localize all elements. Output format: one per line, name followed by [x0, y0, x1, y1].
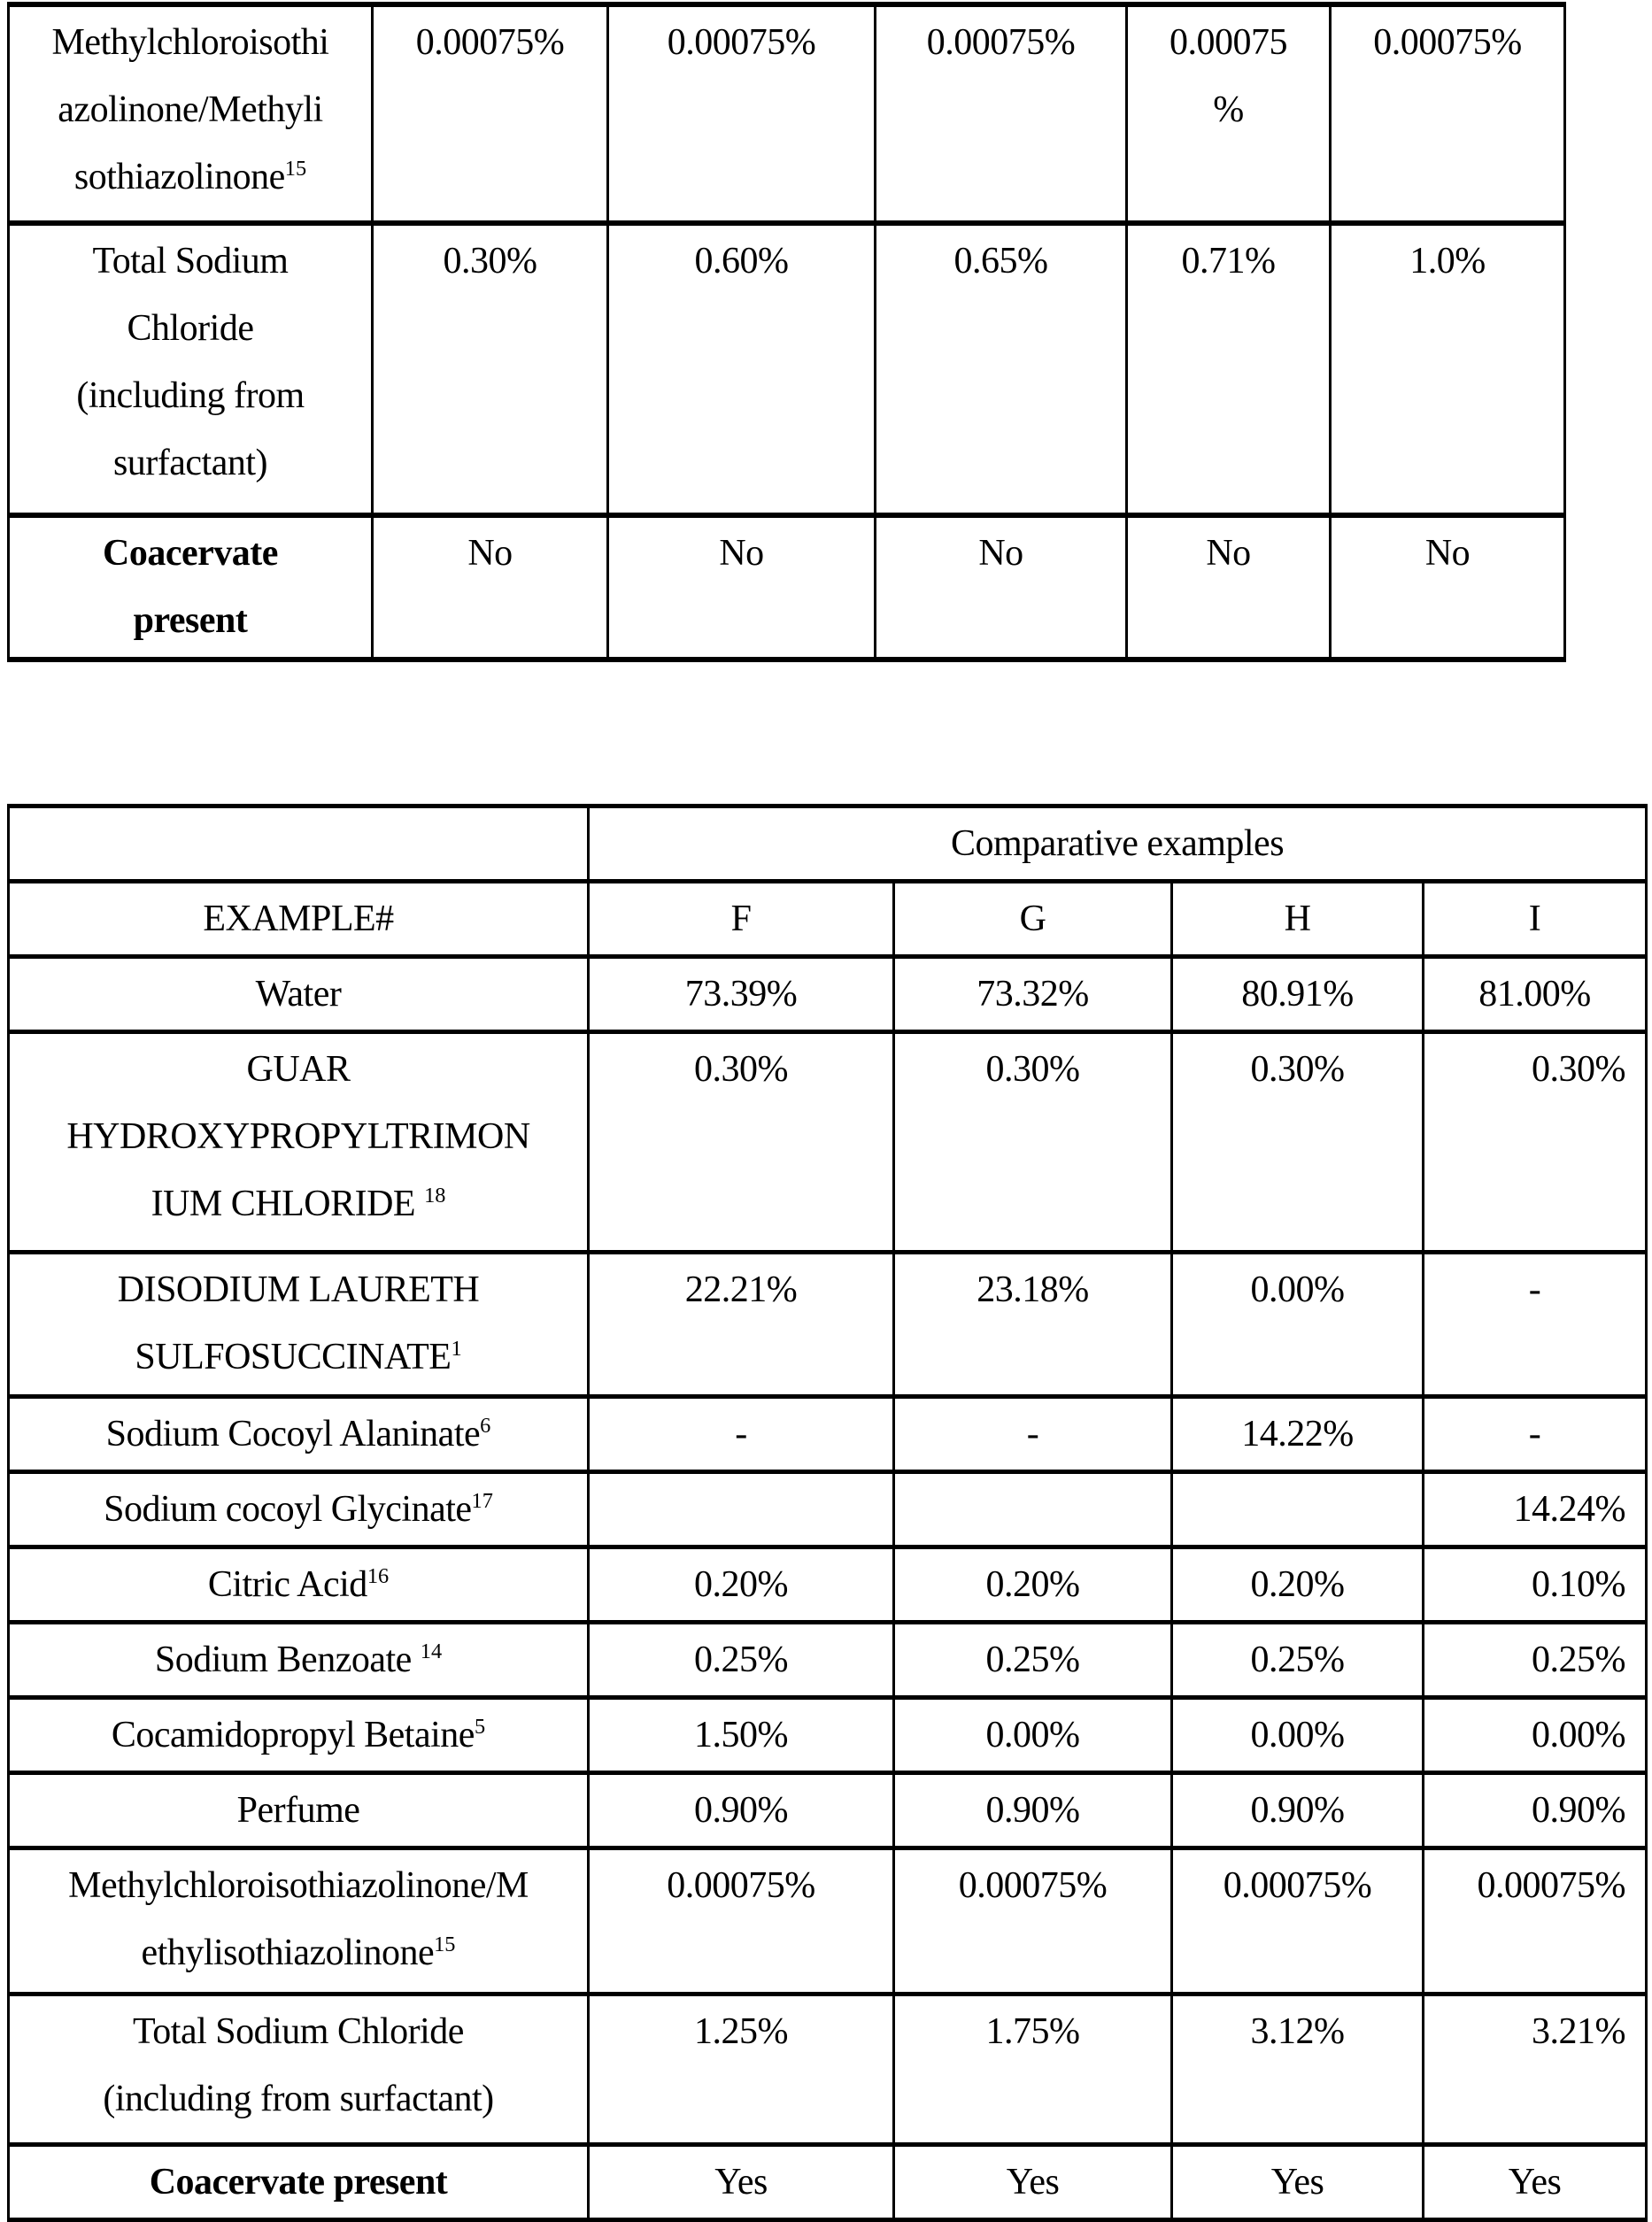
value-cell: 81.00%	[1424, 957, 1647, 1032]
row-label: Coacervate present	[9, 2145, 589, 2220]
row-label: DISODIUM LAURETH SULFOSUCCINATE$^1$	[9, 1253, 589, 1397]
table-row	[9, 2145, 1647, 2220]
value-cell: No	[373, 515, 608, 660]
value-cell: 0.60%	[608, 223, 876, 515]
value-cell	[589, 1472, 894, 1547]
value-cell: 0.00%	[1424, 1698, 1647, 1773]
table-row	[9, 4, 1565, 223]
value-cell: 0.90%	[1172, 1773, 1424, 1848]
table-row	[9, 882, 1647, 957]
value-cell: 0.90%	[589, 1773, 894, 1848]
value-cell: 80.91%	[1172, 957, 1424, 1032]
table-row	[9, 1698, 1647, 1773]
value-cell: 1.0%	[1331, 223, 1565, 515]
corner-cell	[9, 806, 589, 882]
value-cell: 0.30%	[1172, 1032, 1424, 1253]
value-cell: 0.00075%	[608, 4, 876, 223]
value-cell: 0.25%	[1424, 1623, 1647, 1698]
value-cell: -	[1424, 1253, 1647, 1397]
value-cell: 0.30%	[373, 223, 608, 515]
value-cell: 0.00%	[1172, 1253, 1424, 1397]
row-label: Methylchloroisothi azolinone/Methyli sothiazolinone$^{15}$	[9, 4, 373, 223]
value-cell: 0.00075%	[373, 4, 608, 223]
value-cell: 0.25%	[1172, 1623, 1424, 1698]
table-row	[9, 1253, 1647, 1397]
value-cell: Yes	[1172, 2145, 1424, 2220]
value-cell: 14.24%	[1424, 1472, 1647, 1547]
row-label: Perfume	[9, 1773, 589, 1848]
comparative-table	[7, 804, 1648, 2222]
table-row	[9, 1848, 1647, 1994]
row-label: Water	[9, 957, 589, 1032]
value-cell	[1172, 1472, 1424, 1547]
value-cell: -	[894, 1397, 1172, 1472]
row-label: Sodium Cocoyl Alaninate$^6$	[9, 1397, 589, 1472]
value-cell: 0.00075%	[876, 4, 1127, 223]
value-cell: 0.25%	[894, 1623, 1172, 1698]
row-label: Citric Acid$^{16}$	[9, 1547, 589, 1623]
value-cell: 0.00%	[1172, 1698, 1424, 1773]
value-cell: 0.20%	[894, 1547, 1172, 1623]
value-cell: -	[589, 1397, 894, 1472]
value-cell: 0.25%	[589, 1623, 894, 1698]
value-cell: 0.30%	[894, 1032, 1172, 1253]
column-header: F	[589, 882, 894, 957]
value-cell: 0.71%	[1127, 223, 1331, 515]
value-cell: No	[1127, 515, 1331, 660]
row-label: EXAMPLE#	[9, 882, 589, 957]
table-row	[9, 223, 1565, 515]
value-cell: 0.00075 %	[1127, 4, 1331, 223]
value-cell: 0.00075%	[1172, 1848, 1424, 1994]
value-cell: 73.39%	[589, 957, 894, 1032]
value-cell: 0.00075%	[1331, 4, 1565, 223]
value-cell: 14.22%	[1172, 1397, 1424, 1472]
value-cell: No	[1331, 515, 1565, 660]
value-cell: 0.20%	[1172, 1547, 1424, 1623]
value-cell: 0.00%	[894, 1698, 1172, 1773]
value-cell: 1.25%	[589, 1994, 894, 2145]
value-cell: 0.30%	[589, 1032, 894, 1253]
row-label: Cocamidopropyl Betaine$^5$	[9, 1698, 589, 1773]
table-row	[9, 1994, 1647, 2145]
value-cell: 0.00075%	[1424, 1848, 1647, 1994]
column-header: I	[1424, 882, 1647, 957]
row-label: GUAR HYDROXYPROPYLTRIMON IUM CHLORIDE $^{18}$	[9, 1032, 589, 1253]
row-label: Total Sodium Chloride (including from surfactant)	[9, 223, 373, 515]
value-cell: 0.90%	[1424, 1773, 1647, 1848]
value-cell: 0.20%	[589, 1547, 894, 1623]
value-cell: No	[608, 515, 876, 660]
table-row	[9, 515, 1565, 660]
table-row	[9, 1773, 1647, 1848]
value-cell: 73.32%	[894, 957, 1172, 1032]
value-cell: 0.90%	[894, 1773, 1172, 1848]
value-cell: 1.50%	[589, 1698, 894, 1773]
value-cell	[894, 1472, 1172, 1547]
value-cell: -	[1424, 1397, 1647, 1472]
value-cell: 0.65%	[876, 223, 1127, 515]
row-label: Coacervate present	[9, 515, 373, 660]
value-cell: 0.30%	[1424, 1032, 1647, 1253]
value-cell: 1.75%	[894, 1994, 1172, 2145]
value-cell: 0.00075%	[894, 1848, 1172, 1994]
table-row	[9, 1472, 1647, 1547]
table-row	[9, 1547, 1647, 1623]
table-row	[9, 806, 1647, 882]
value-cell: 0.00075%	[589, 1848, 894, 1994]
value-cell: Yes	[589, 2145, 894, 2220]
row-label: Sodium Benzoate $^{14}$	[9, 1623, 589, 1698]
top-table	[7, 2, 1566, 662]
row-label: Total Sodium Chloride (including from surfactant)	[9, 1994, 589, 2145]
table-row	[9, 1032, 1647, 1253]
value-cell: Yes	[1424, 2145, 1647, 2220]
value-cell: 23.18%	[894, 1253, 1172, 1397]
value-cell: 0.10%	[1424, 1547, 1647, 1623]
table-row	[9, 957, 1647, 1032]
value-cell: 3.12%	[1172, 1994, 1424, 2145]
row-label: Sodium cocoyl Glycinate$^{17}$	[9, 1472, 589, 1547]
value-cell: 22.21%	[589, 1253, 894, 1397]
table-row	[9, 1623, 1647, 1698]
row-label: Methylchloroisothiazolinone/M ethylisothiazolinone$^{15}$	[9, 1848, 589, 1994]
page	[0, 2, 1652, 2208]
column-header: H	[1172, 882, 1424, 957]
value-cell: No	[876, 515, 1127, 660]
value-cell: 3.21%	[1424, 1994, 1647, 2145]
value-cell: Yes	[894, 2145, 1172, 2220]
group-header: Comparative examples	[589, 806, 1647, 882]
table-row	[9, 1397, 1647, 1472]
column-header: G	[894, 882, 1172, 957]
